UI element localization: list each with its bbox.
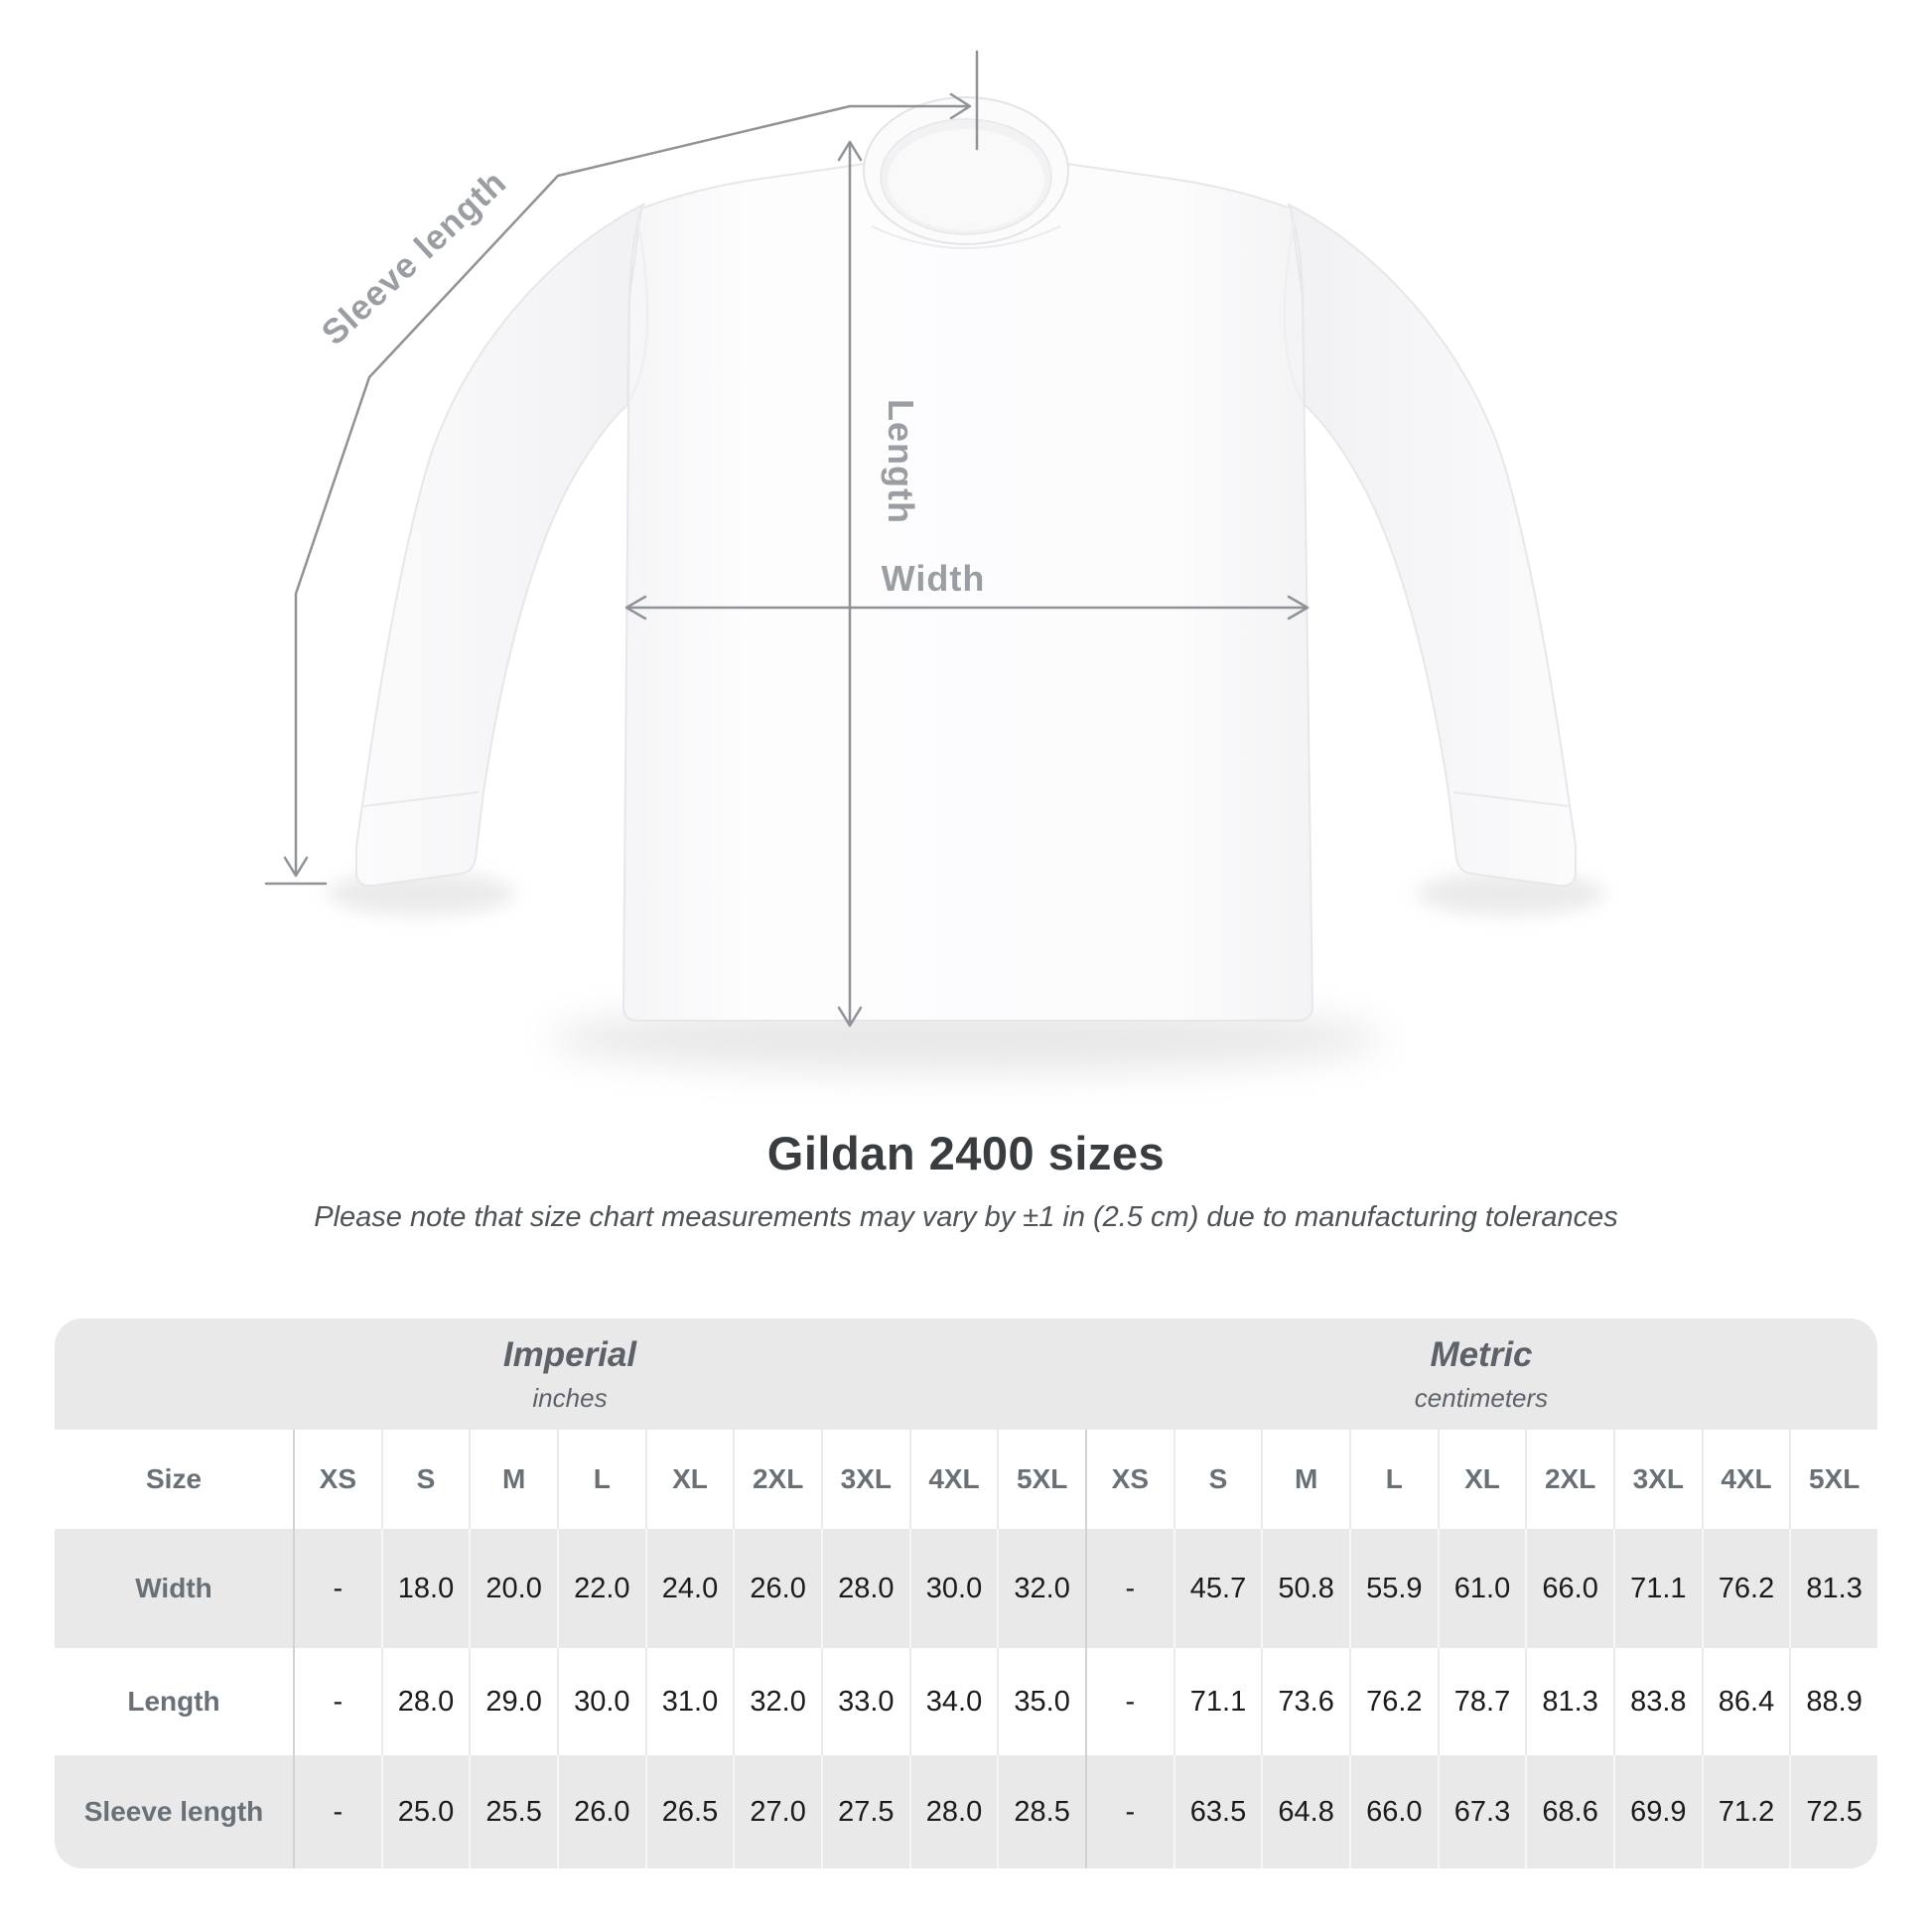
value-cell: 78.7 [1438, 1648, 1526, 1755]
unit-group-title: Metric [1430, 1334, 1533, 1374]
row-label-length: Length [55, 1648, 293, 1755]
value-cell: 30.0 [557, 1648, 645, 1755]
value-cell: 88.9 [1789, 1648, 1877, 1755]
size-col-header-4xl-metric: 4XL [1702, 1430, 1790, 1529]
size-col-header-2xl-imperial: 2XL [733, 1430, 821, 1529]
value-cell: - [1085, 1648, 1173, 1755]
size-col-header-2xl-metric: 2XL [1525, 1430, 1613, 1529]
value-cell: 35.0 [997, 1648, 1085, 1755]
value-cell: 81.3 [1525, 1648, 1613, 1755]
value-cell: 50.8 [1261, 1529, 1349, 1648]
value-cell: - [1085, 1529, 1173, 1648]
sleeve-length-label: Sleeve length [314, 162, 514, 353]
size-col-header-xs-imperial: XS [293, 1430, 381, 1529]
row-label-sleeve-length: Sleeve length [55, 1755, 293, 1868]
value-cell: 64.8 [1261, 1755, 1349, 1868]
size-col-header-3xl-metric: 3XL [1613, 1430, 1702, 1529]
value-cell: 66.0 [1349, 1755, 1438, 1868]
shirt-left-sleeve [356, 205, 643, 886]
row-label-width: Width [55, 1529, 293, 1648]
value-cell: 18.0 [381, 1529, 470, 1648]
size-col-header-4xl-imperial: 4XL [909, 1430, 998, 1529]
value-cell: 25.5 [469, 1755, 557, 1868]
value-cell: 26.5 [645, 1755, 734, 1868]
value-cell: 76.2 [1349, 1648, 1438, 1755]
value-cell: 28.5 [997, 1755, 1085, 1868]
size-col-header-3xl-imperial: 3XL [821, 1430, 909, 1529]
value-cell: 86.4 [1702, 1648, 1790, 1755]
value-cell: 28.0 [821, 1529, 909, 1648]
size-col-header-s-imperial: S [381, 1430, 470, 1529]
size-col-header-m-metric: M [1261, 1430, 1349, 1529]
value-cell: 66.0 [1525, 1529, 1613, 1648]
value-cell: 76.2 [1702, 1529, 1790, 1648]
size-col-header-m-imperial: M [469, 1430, 557, 1529]
value-cell: 55.9 [1349, 1529, 1438, 1648]
value-cell: 81.3 [1789, 1529, 1877, 1648]
size-header-label: Size [55, 1430, 293, 1529]
size-col-header-xl-metric: XL [1438, 1430, 1526, 1529]
value-cell: 71.1 [1173, 1648, 1262, 1755]
page-title: Gildan 2400 sizes [766, 1127, 1166, 1179]
value-cell: 71.2 [1702, 1755, 1790, 1868]
size-col-header-xs-metric: XS [1085, 1430, 1173, 1529]
value-cell: 29.0 [469, 1648, 557, 1755]
unit-group-title: Imperial [502, 1334, 637, 1374]
size-col-header-5xl-imperial: 5XL [997, 1430, 1085, 1529]
value-cell: 61.0 [1438, 1529, 1526, 1648]
value-cell: 68.6 [1525, 1755, 1613, 1868]
size-table [55, 1318, 1877, 1868]
value-cell: 26.0 [733, 1529, 821, 1648]
value-cell: - [293, 1648, 381, 1755]
size-col-header-l-metric: L [1349, 1430, 1438, 1529]
value-cell: - [293, 1529, 381, 1648]
value-cell: 22.0 [557, 1529, 645, 1648]
value-cell: 32.0 [733, 1648, 821, 1755]
value-cell: 72.5 [1789, 1755, 1877, 1868]
shirt-right-sleeve [1289, 205, 1576, 886]
value-cell: 26.0 [557, 1755, 645, 1868]
size-col-header-5xl-metric: 5XL [1789, 1430, 1877, 1529]
unit-group-subtitle: inches [532, 1382, 608, 1413]
size-col-header-s-metric: S [1173, 1430, 1262, 1529]
value-cell: - [1085, 1755, 1173, 1868]
size-col-header-l-imperial: L [557, 1430, 645, 1529]
value-cell: 27.5 [821, 1755, 909, 1868]
value-cell: 71.1 [1613, 1529, 1702, 1648]
value-cell: 63.5 [1173, 1755, 1262, 1868]
value-cell: 34.0 [909, 1648, 998, 1755]
value-cell: 45.7 [1173, 1529, 1262, 1648]
value-cell: 28.0 [909, 1755, 998, 1868]
value-cell: 67.3 [1438, 1755, 1526, 1868]
tolerance-note: Please note that size chart measurements may vary by ±1 in (2.5 cm) due to manufacturing tolerances [314, 1201, 1618, 1233]
width-label: Width [881, 558, 986, 599]
value-cell: 24.0 [645, 1529, 734, 1648]
value-cell: 32.0 [997, 1529, 1085, 1648]
value-cell: 27.0 [733, 1755, 821, 1868]
value-cell: - [293, 1755, 381, 1868]
value-cell: 73.6 [1261, 1648, 1349, 1755]
value-cell: 20.0 [469, 1529, 557, 1648]
value-cell: 31.0 [645, 1648, 734, 1755]
value-cell: 69.9 [1613, 1755, 1702, 1868]
unit-group-imperial [55, 1318, 1085, 1430]
value-cell: 33.0 [821, 1648, 909, 1755]
size-col-header-xl-imperial: XL [645, 1430, 734, 1529]
value-cell: 83.8 [1613, 1648, 1702, 1755]
unit-group-subtitle: centimeters [1414, 1382, 1549, 1413]
unit-group-metric [1085, 1318, 1877, 1430]
value-cell: 28.0 [381, 1648, 470, 1755]
value-cell: 25.0 [381, 1755, 470, 1868]
value-cell: 30.0 [909, 1529, 998, 1648]
length-label: Length [881, 399, 921, 524]
